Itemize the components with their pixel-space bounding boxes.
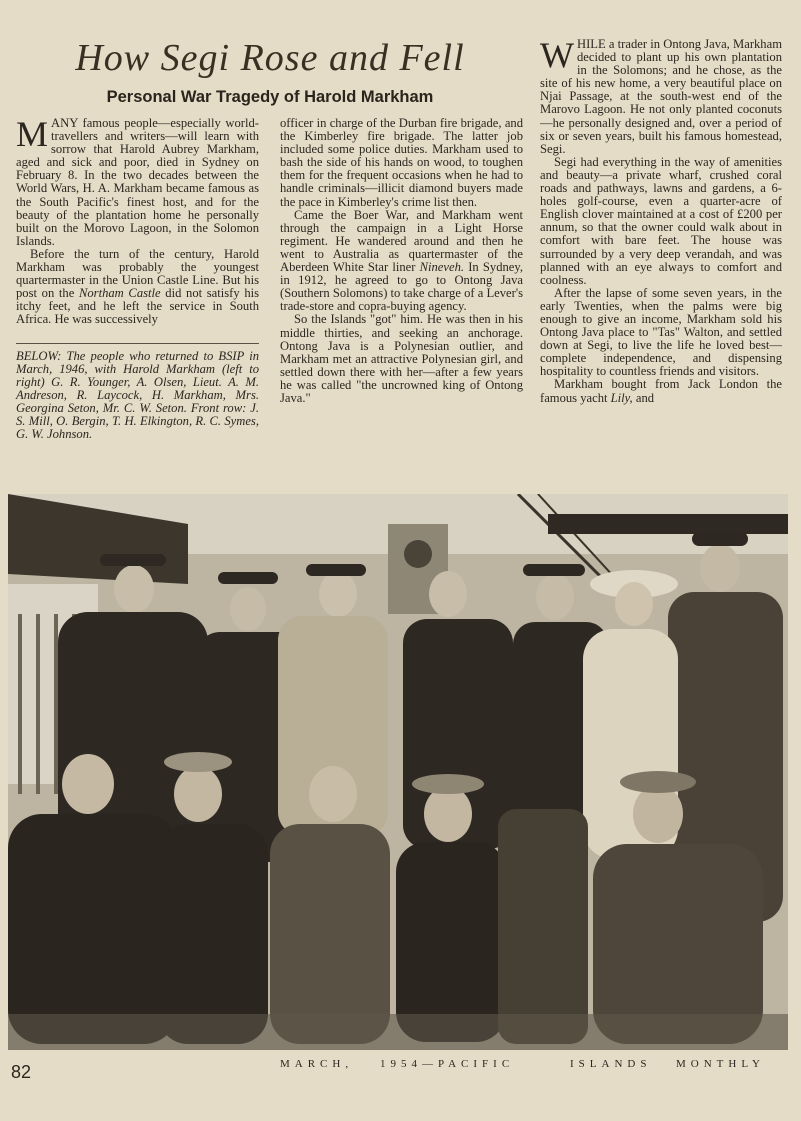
col2-paragraph-2 — [280, 209, 523, 314]
col3-p1-text: HILE a trader in Ontong Java, Markham decided to plant up his own plantation in the Solomons; and he chose, as the site of his new home, a very beautiful place on Njai Passage, at the south-west end of the Marovo Lagoon. He not only planted coconuts—he personally designed and, over a period of six or seven years, built his famous homestead, Segi. — [540, 37, 782, 156]
column-2 — [280, 117, 523, 405]
footer-year: 1954—PACIFIC — [380, 1058, 515, 1070]
dropcap-m: M — [16, 114, 49, 154]
article-subtitle: Personal War Tragedy of Harold Markham — [106, 88, 434, 106]
ship-name-northam-castle: Northam Castle — [78, 286, 161, 301]
col1-paragraph-2 — [16, 248, 259, 327]
group-photograph — [8, 494, 788, 1050]
col2-p2b-text: In Sydney, in 1912, he agreed to go to Ontong Java (Southern Solomons) to take charge of a Lever's trade-store and copra-buying agency. — [280, 260, 524, 314]
column-3 — [540, 35, 782, 405]
column-1 — [16, 114, 260, 442]
footer-date: MARCH, — [280, 1058, 354, 1070]
col3-paragraph-2: Segi had everything in the way of amenities and beauty—a private wharf, crushed coral roads and pathways, lawns and gardens, a 6-holes golf-course, even a quarter-acre of English clover maintained at a cost of £200 per annum, so that the owner could walk about in comfort with bare feet. The house was surrounded by a very deep verandah, and was planned with an eye always to comfort and coolness. — [540, 154, 782, 287]
col1-p2b-text: did not satisfy his itchy feet, and he left the service in South Africa. He was successively — [16, 286, 260, 327]
col2-paragraph-1: officer in charge of the Durban fire brigade, and the Kimberley fire brigade. The latter job included some police duties. Markham used to bash the side of his hands on wood, to toughen them for the frequent occasions when he had to handle criminals—illicit diamond buyers made the pace in Kimberley's crime list then. — [280, 116, 523, 209]
col3-paragraph-3: After the lapse of some seven years, in the early Twenties, when the palms were big enough to give an income, Markham sold his Ontong Java place to "Tas" Walton, and settled down at Segi, to live the life he loved best—complete independence, and dispensing hospitality to countless friends and visitors. — [540, 285, 782, 379]
caption-text: BELOW: The people who returned to BSIP in March, 1946, with Harold Markham (left to right) G. R. Younger, A. Olsen, Lieut. A. M. Andreson, R. Laycock, H. Markham, Mrs. Georgina Seton, Mr. C. W. Seton. Front row: J. S. Mill, O. Bergin, T. H. Elkington, R. C. Symes, G. W. Johnson. — [16, 348, 259, 442]
col3-p4b-text: and — [632, 390, 655, 405]
col2-p2a-text: Came the Boer War, and Markham went through the campaign in a Light Horse regiment. He wandered around and then he went to Australia as quartermaster of the Aberdeen White Star liner — [280, 207, 523, 275]
dropcap-w: W — [540, 35, 574, 75]
group-photo-icon — [8, 494, 788, 1050]
photo-caption — [16, 343, 259, 442]
col1-p2a-text: Before the turn of the century, Harold Markham was probably the youngest quartermaster in the Union Castle Line. But his post on the — [16, 246, 259, 301]
col3-p4a-text: Markham bought from Jack London the famous yacht — [540, 377, 782, 405]
col1-paragraph-1 — [16, 114, 259, 248]
footer-publication-2: MONTHLY — [676, 1058, 765, 1070]
col1-p1-text: ANY famous people—especially world-travellers and writers—will learn with sorrow that Harold Aubrey Markham, aged and sick and poor, died in Sydney on February 8. In the two decades between the World Wars, H. A. Markham became famous as the South Pacific's finest host, and for the beauty of the plantation home he personally built on the Morovo Lagoon, in the Solomon Islands. — [16, 116, 259, 248]
page-number: 82 — [11, 1062, 32, 1082]
article-title: How Segi Rose and Fell — [75, 37, 465, 79]
col3-paragraph-1 — [540, 35, 782, 156]
ship-name-nineveh: Nineveh. — [419, 260, 465, 275]
col3-paragraph-4 — [540, 378, 782, 404]
col2-paragraph-3: So the Islands "got" him. He was then in his middle thirties, and seeking an anchorage. Ontong Java is a Polynesian outlier, and Markham met an attractive Polynesian girl, and settled down there with her—after a few years he was called "the uncrowned king of Ontong Java." — [280, 312, 523, 405]
yacht-name-lily: Lily, — [610, 390, 633, 405]
footer-publication: ISLANDS — [570, 1058, 652, 1070]
